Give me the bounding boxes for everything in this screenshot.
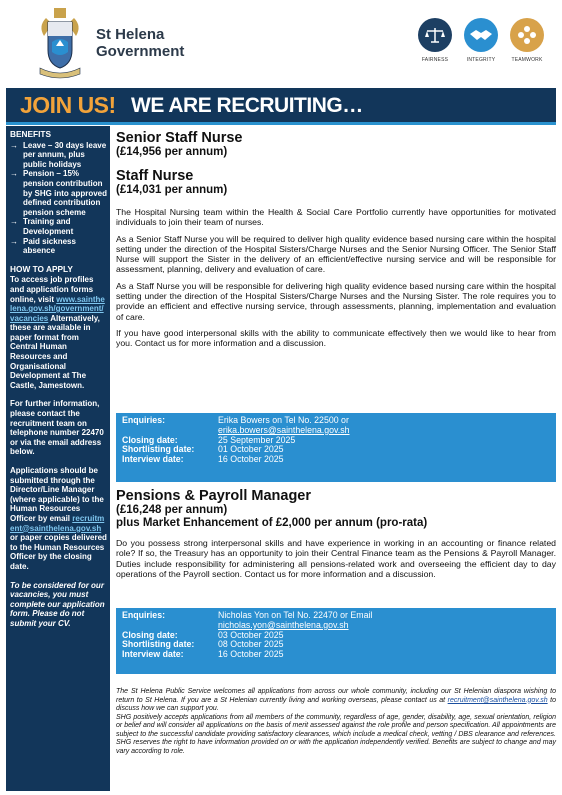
arrow-icon: → — [10, 140, 18, 150]
job-description: As a Staff Nurse you will be responsible for delivering high quality evidence based nursing care within the hospital setting under the direction of the Hospital Sisters/Charge Nurses and the Nursing Sister. The role requires you to provide an efficient and effective nursing service, through assessments, planning, implementation and evaluation of care. — [116, 280, 556, 322]
interview-row — [122, 455, 550, 465]
how-text-2: Alternatively, these are available in paper format from Central Human Resources and Organisational Development at The Castle, Jamestown. — [10, 313, 100, 390]
footer-email-link[interactable]: recruitment@sainthelena.gov.sh — [447, 696, 548, 704]
page-header — [0, 0, 562, 88]
coat-of-arms-logo — [34, 6, 86, 82]
field-value: 16 October 2025 — [218, 649, 284, 660]
job-title: Pensions & Payroll Manager — [116, 488, 312, 504]
value-teamwork — [506, 18, 548, 63]
equal-opportunities-footer — [116, 688, 556, 756]
job-description: As a Senior Staff Nurse you will be required to deliver high quality evidence based nursing care within the hospital setting under the direction of the Hospital Sisters/Charge Nurses and the Senior Nursing Officer. The Senior Staff Nurse will support the Sister in the delivery of an efficient/effective nursing service and will be responsible for assessment, planning, delivery and evaluation of care. — [116, 233, 556, 275]
value-fairness — [414, 18, 456, 63]
field-value: 08 October 2025 — [218, 639, 284, 650]
job-salary: (£14,031 per annum) — [116, 184, 228, 196]
arrow-icon: → — [10, 236, 18, 246]
field-value: Nicholas Yon on Tel No. 22470 or Email — [218, 610, 373, 620]
email-row — [122, 621, 550, 631]
shortlisting-row — [122, 640, 550, 650]
field-label: Closing date: — [122, 629, 178, 640]
value-label: INTEGRITY — [466, 57, 496, 63]
benefit-text: Paid sickness absence — [23, 236, 76, 256]
join-us-heading: JOIN US! — [20, 92, 116, 118]
field-label: Enquiries: — [122, 610, 166, 620]
benefit-text: Training and Development — [23, 217, 74, 236]
field-label: Interview date: — [122, 649, 184, 660]
benefits-heading: BENEFITS — [10, 129, 52, 139]
how-to-apply-heading: HOW TO APPLY — [10, 263, 73, 274]
field-label: Shortlisting date: — [122, 639, 195, 650]
footer-text: to discuss how we can support you. — [116, 696, 556, 712]
field-value: 16 October 2025 — [218, 454, 284, 465]
job-description: If you have good interpersonal skills with the ability to communicate effectively then we would like to hear from you. Contact us for more information and a discussion. — [116, 327, 556, 349]
info-sidebar — [6, 126, 110, 791]
interview-row — [122, 650, 550, 660]
enquiries-box — [116, 608, 556, 674]
vacancies-link[interactable]: www.sainthelena.gov.sh/government/vacancies — [10, 294, 105, 323]
pensions-vacancy — [116, 488, 556, 579]
organisation-name-line2: Government — [96, 43, 185, 60]
recruitment-email-link[interactable]: recruitment@sainthelena.gov.sh — [10, 513, 105, 533]
application-note: To be considered for our vacancies, you must complete our application form. Please do not submit your CV. — [10, 580, 105, 628]
benefits-list — [10, 141, 107, 256]
further-info-text: For further information, please contact the recruitment team on telephone number 22470 or via the email address below. — [10, 399, 104, 457]
footer-paragraph — [116, 688, 556, 714]
value-label: TEAMWORK — [511, 57, 543, 63]
benefit-text: Leave – 30 days leave per annum, plus public holidays — [23, 140, 107, 169]
job-title: Staff Nurse — [116, 168, 194, 184]
teamwork-icon — [510, 18, 544, 52]
recruiting-heading: WE ARE RECRUITING… — [131, 94, 363, 117]
email-row — [122, 426, 550, 436]
shortlisting-row — [122, 445, 550, 455]
field-label: Closing date: — [122, 434, 178, 445]
list-item — [10, 237, 107, 256]
field-value: Erika Bowers on Tel No. 22500 or — [218, 415, 349, 425]
how-to-apply-text — [10, 275, 107, 390]
recruiting-banner — [6, 88, 556, 125]
value-label: FAIRNESS — [421, 57, 449, 63]
contact-email-link[interactable]: nicholas.yon@sainthelena.gov.sh — [218, 619, 349, 630]
job-title: Senior Staff Nurse — [116, 130, 243, 146]
handshake-icon — [464, 18, 498, 52]
job-salary: (£16,248 per annum) — [116, 504, 228, 516]
job-description: The Hospital Nursing team within the Health & Social Care Portfolio currently have opportunities for motivated individuals to join their team of nurses. — [116, 207, 556, 228]
value-integrity — [460, 18, 502, 63]
organisation-name — [96, 26, 184, 60]
job-salary: (£14,956 per annum) — [116, 146, 228, 158]
list-item — [10, 217, 107, 236]
field-value: 01 October 2025 — [218, 444, 284, 455]
how-text: To access job profiles and application forms online, visit — [10, 275, 94, 304]
submit-text-2: or paper copies delivered to the Human Resources Officer by the closing date. — [10, 533, 107, 571]
submit-text-1: Applications should be submitted through the Director/Line Manager (where applicable) to the Human Resources Officer by email — [10, 466, 104, 523]
field-value: 25 September 2025 — [218, 434, 296, 445]
market-enhancement: plus Market Enhancement of £2,000 per annum (pro-rata) — [116, 517, 428, 529]
field-label: Interview date: — [122, 454, 184, 465]
list-item — [10, 169, 107, 217]
arrow-icon: → — [10, 169, 18, 179]
job-description: Do you possess strong interpersonal skills and have experience in working in an accounting or finance related role? If so, the Treasury has an opportunity to join their Central Finance team as the Pensions & Payroll Manager. Duties include responsibility for administering all pensions-related work and overseeing the efficient day to day operations of the Payroll section. Contact us for more information and a discussion. — [116, 538, 556, 579]
field-label: Shortlisting date: — [122, 444, 195, 455]
benefit-text: Pension – 15% pension contribution by SHG into approved defined contribution pension scheme — [23, 169, 108, 217]
field-label: Enquiries: — [122, 415, 166, 425]
values-badges — [414, 18, 548, 63]
list-item — [10, 141, 107, 170]
arrow-icon: → — [10, 217, 18, 227]
footer-paragraph: SHG positively accepts applications from all members of the community, regardless of age, gender, disability, age, sexual orientation, religion or belief and will consider all applications on the basis of merit assessed against the role profile and person specification. All appointments are subject to the successful candidate providing satisfactory clearances, which include a medical check, vetting / DBS clearance and references. SHG reserves the right to have information provided on or with the application independently verified. Benefits are subject to change and may vary according to role. — [116, 713, 556, 755]
nurse-vacancies — [116, 130, 556, 349]
footer-text: The St Helena Public Service welcomes all applications from across our whole community, including our St Helenian diaspora wishing to return to St Helena. If you are a St Helenian currently living and working overseas, please contact us at — [116, 688, 556, 704]
submit-text — [10, 466, 107, 572]
contact-email-link[interactable]: erika.bowers@sainthelena.gov.sh — [218, 424, 350, 435]
field-value: 03 October 2025 — [218, 629, 284, 640]
organisation-name-line1: St Helena — [96, 26, 165, 43]
scales-icon — [418, 18, 452, 52]
enquiries-box — [116, 413, 556, 482]
